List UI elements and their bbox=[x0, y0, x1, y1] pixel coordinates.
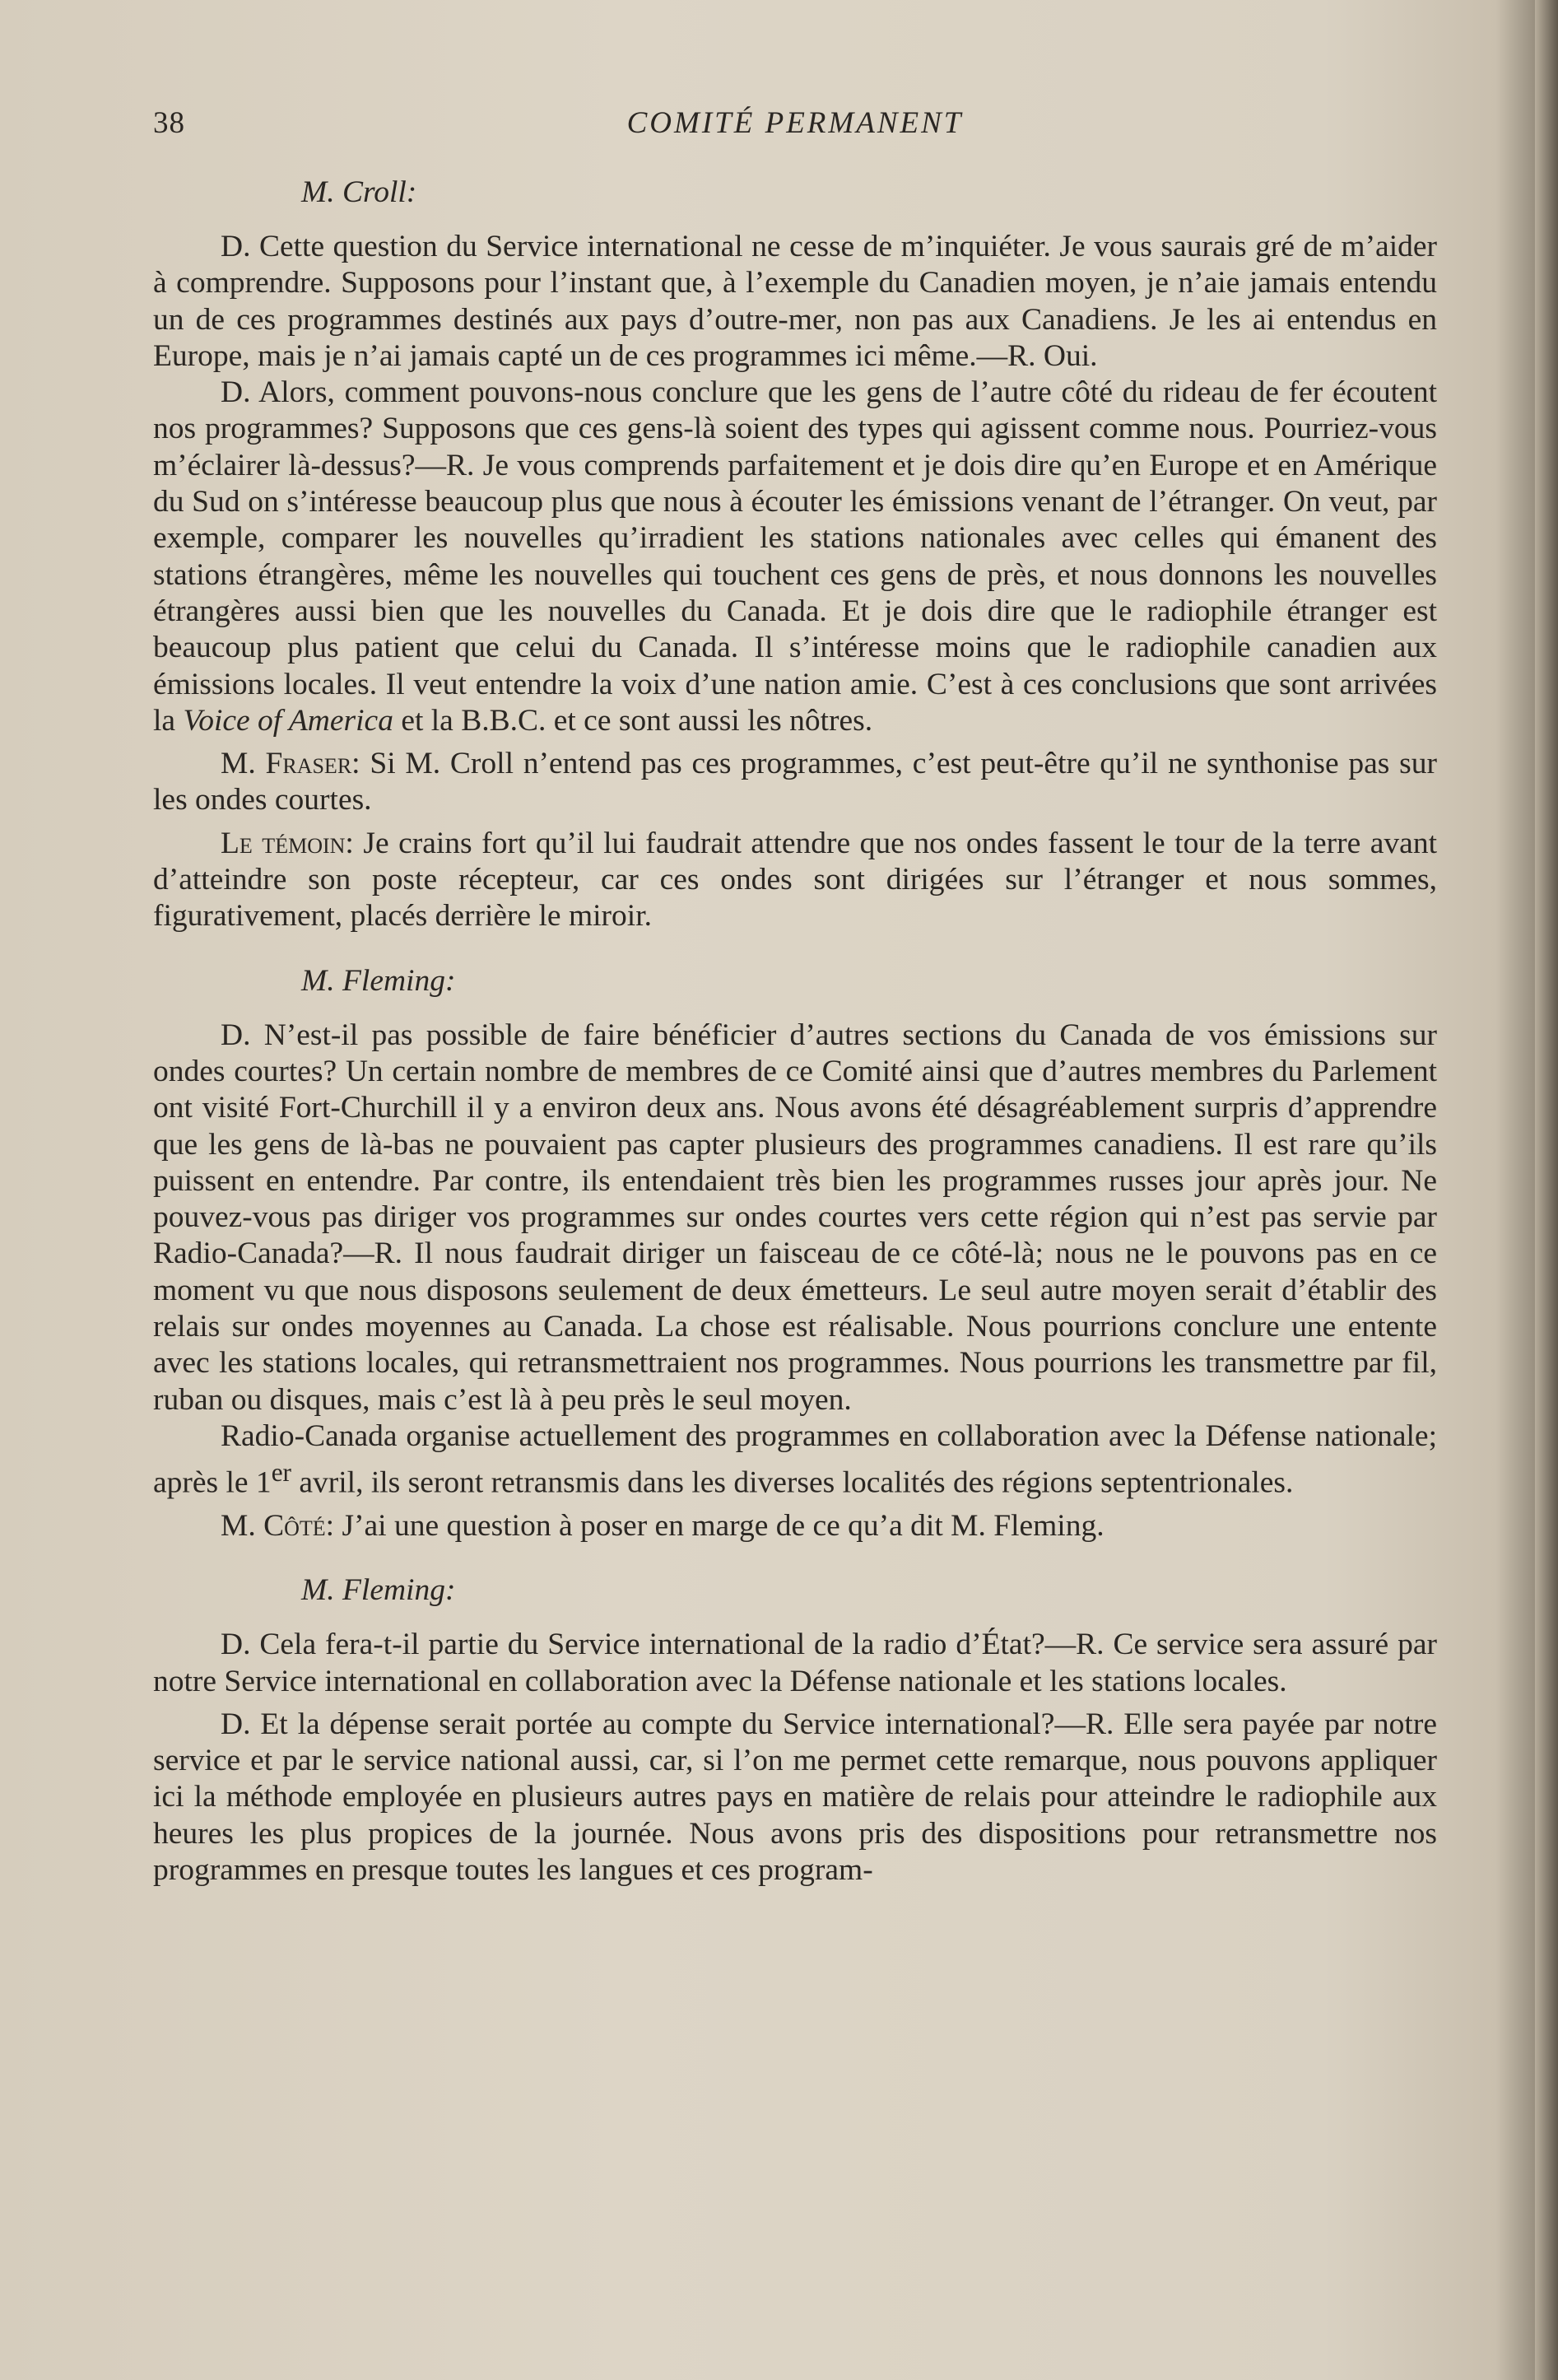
paragraph-text: D. Alors, comment pouvons-nous conclure que les gens de l’autre côté du rideau de fer écoutent nos programmes? Supposons que ces gens-là soient des types qui agissent comme nous. Pourriez-vous m’éclairer là-dessus?—R. Je vous comprends parfaitement et je dois dire qu’en Europe et en Amérique du Sud on s’intéresse beaucoup plus que nous à écouter les émissions venant de l’étranger. On veut, par exemple, comparer les nouvelles qu’irradient les stations nationales avec celles qui émanent des stations étrangères, même les nouvelles qui touchent ces gens de près, et nous donnons les nouvelles étrangères aussi bien que les nouvelles du Canada. Et je dois dire que le radiophile étranger est beaucoup plus patient que celui du Canada. Il s’intéresse moins que le radiophile canadien aux émissions locales. Il veut entendre la voix d’une nation amie. C’est à ces conclusions que sont arrivées la bbox=[153, 375, 1437, 738]
paragraph-text: et la B.B.C. et ce sont aussi les nôtres. bbox=[393, 703, 873, 738]
speaker-heading-croll: M. Croll: bbox=[301, 175, 417, 209]
remark-text: Je crains fort qu’il lui faudrait attendre que nos ondes fassent le tour de la terre avant d’atteindre son poste récepteur, car ces ondes sont dirigées sur l’étranger et nous sommes, figurativement, placés derrière le miroir. bbox=[153, 826, 1437, 934]
superscript: er bbox=[271, 1458, 291, 1488]
book-spine-shadow bbox=[1535, 0, 1558, 2380]
speaker-heading-fleming-2: M. Fleming: bbox=[301, 1573, 456, 1608]
paragraph: D. Et la dépense serait portée au compte du Service international?—R. Elle sera payée par notre service et par le service national aussi, car, si l’on me permet cette remarque, nous pouvons appliquer ici la méthode employée en plusieurs autres pays en matière de relais pour atteindre le radiophile aux heures les plus propices de la journée. Nous avons pris des dispositions pour retransmettre nos programmes en presque toutes les langues et ces program- bbox=[153, 1707, 1437, 1888]
paragraph: D. Cela fera-t-il partie du Service international de la radio d’État?—R. Ce service sera assuré par notre Service international en collaboration avec la Défense nationale et les stations locales. bbox=[153, 1628, 1437, 1698]
paragraph bbox=[153, 1418, 1437, 1502]
page-number: 38 bbox=[153, 106, 185, 140]
paragraph-text: Radio-Canada organise actuellement des programmes en collaboration avec la Défense nationale; après le 1 bbox=[153, 1418, 1437, 1500]
remark-text: Si M. Croll n’entend pas ces programmes, c’est peut-être qu’il ne synthonise pas sur les ondes courtes. bbox=[153, 747, 1437, 817]
page-body bbox=[153, 175, 1437, 1889]
paragraph: D. Cette question du Service international ne cesse de m’inquiéter. Je vous saurais gré de m’aider à comprendre. Supposons pour l’instant que, à l’exemple du Canadien moyen, je n’aie jamais entendu un de ces programmes destinés aux pays d’outre-mer, non pas aux Canadiens. Je les ai entendus en Europe, mais je n’ai jamais capté un de ces programmes ici même.—R. Oui. bbox=[153, 230, 1437, 373]
paragraph: D. N’est-il pas possible de faire bénéficier d’autres sections du Canada de vos émissions sur ondes courtes? Un certain nombre de membres de ce Comité ainsi que d’autres membres du Parlement ont visité Fort-Churchill il y a environ deux ans. Nous avons été désagréablement surpris d’apprendre que les gens de là-bas ne pouvaient pas capter plusieurs des programmes canadiens. Il est rare qu’ils puissent en entendre. Par contre, ils entendaient très bien les programmes russes jour après jour. Ne pouvez-vous pas diriger vos programmes sur ondes courtes vers cette région qui n’est pas servie par Radio-Canada?—R. Il nous faudrait diriger un faisceau de ce côté-là; nous ne le pouvons pas en ce moment vu que nous disposons seulement de deux émetteurs. Le seul autre moyen serait d’établir des relais sur ondes moyennes au Canada. La chose est réalisable. Nous pourrions conclure une entente avec les stations locales, qui retransmettraient nos programmes. Nous pourrions les transmettre par fil, ruban ou disques, mais c’est là à peu près le seul moyen. bbox=[153, 1018, 1437, 1417]
italic-title-voice-of-america: Voice of America bbox=[183, 703, 393, 738]
speaker-name: M. Côté: bbox=[221, 1509, 335, 1543]
speaker-name: M. Fraser: bbox=[221, 747, 360, 781]
paragraph bbox=[153, 375, 1437, 739]
running-header bbox=[153, 105, 1437, 155]
speaker-name: Le témoin: bbox=[221, 826, 354, 860]
remark-text: J’ai une question à poser en marge de ce qu’a dit M. Fleming. bbox=[334, 1509, 1105, 1543]
remark-cote bbox=[153, 1508, 1437, 1544]
running-title: COMITÉ PERMANENT bbox=[626, 106, 964, 140]
remark-fraser bbox=[153, 746, 1437, 819]
speaker-heading-fleming: M. Fleming: bbox=[301, 963, 456, 998]
remark-witness bbox=[153, 826, 1437, 935]
paragraph-text: avril, ils seront retransmis dans les diverses localités des régions septentrionales. bbox=[291, 1465, 1294, 1500]
